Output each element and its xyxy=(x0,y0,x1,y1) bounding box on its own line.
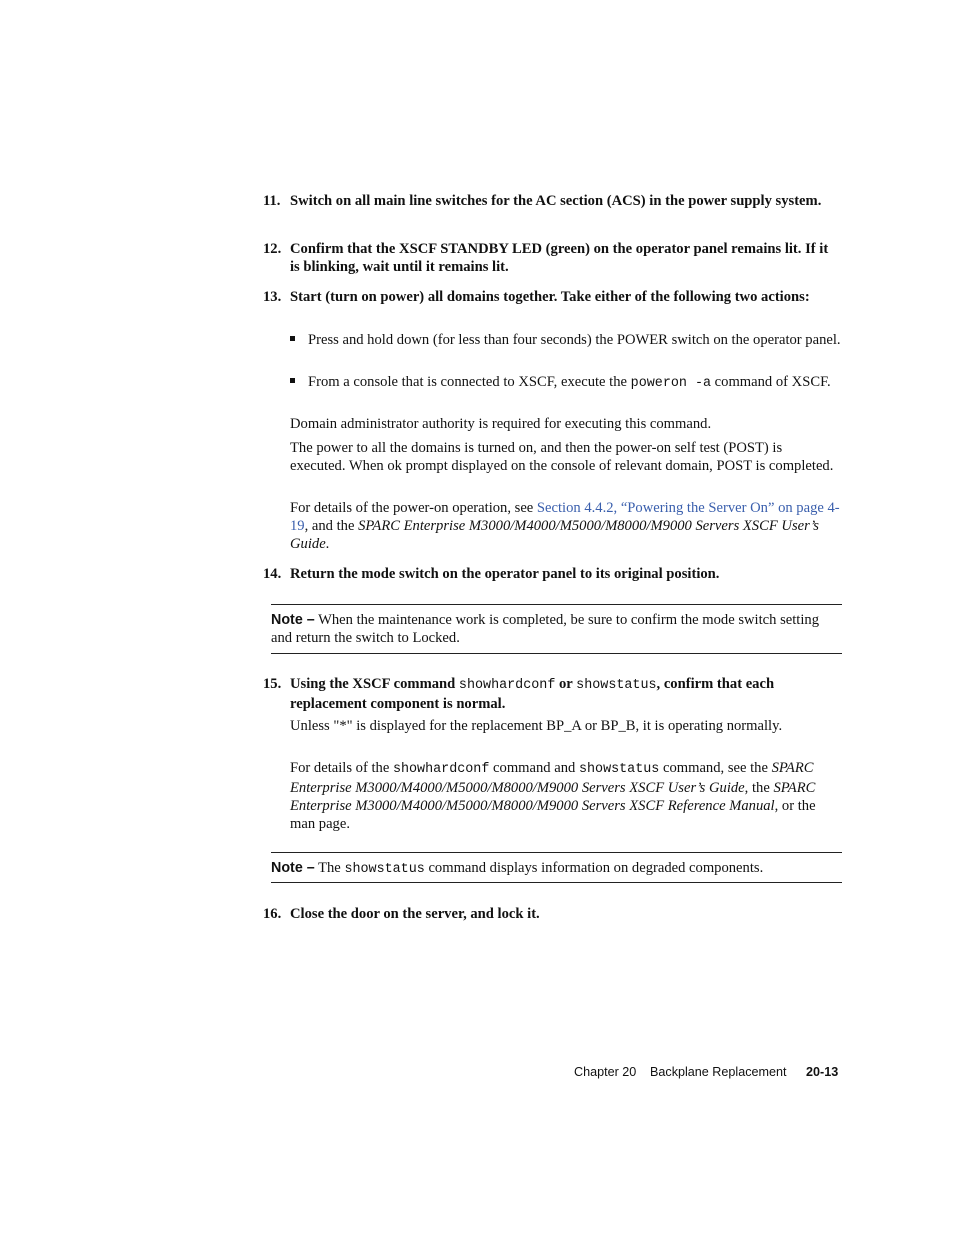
inline-code: showhardconf xyxy=(458,678,556,693)
book-title: SPARC Enterprise M3000/M4000/M5000/M8000/M9000 Servers XSCF User’s Guide xyxy=(290,518,819,552)
bullet-text: From a console that is connected to XSCF, execute the poweron -a command of XSCF. xyxy=(308,374,831,391)
step-15 xyxy=(263,675,841,713)
step-text: Confirm that the XSCF STANDBY LED (green) on the operator panel remains lit. If it is blinking, wait until it remains lit. xyxy=(290,241,829,275)
note-box xyxy=(271,611,842,647)
step-number: 13. xyxy=(263,289,282,305)
paragraph: Domain administrator authority is required for executing this command. xyxy=(290,416,712,432)
bullet-item xyxy=(290,373,841,393)
inline-code: showhardconf xyxy=(392,762,490,777)
note-box: Note – The showstatus command displays information on degraded components. xyxy=(271,860,764,877)
step-16 xyxy=(263,905,841,923)
bullet-marker xyxy=(290,336,295,341)
inline-code: showstatus xyxy=(578,762,660,777)
step-14 xyxy=(263,565,841,583)
note-rule-bottom xyxy=(271,882,842,883)
book-title: SPARC Enterprise M3000/M4000/M5000/M8000/M9000 Servers XSCF Reference Manual xyxy=(290,780,816,814)
step-12 xyxy=(263,240,841,276)
paragraph: Unless "*" is displayed for the replacement BP_A or BP_B, it is operating normally. xyxy=(290,718,783,734)
step-text: Close the door on the server, and lock it. xyxy=(290,906,540,922)
step-13 xyxy=(263,288,841,306)
step-11 xyxy=(263,192,841,210)
inline-code: showstatus xyxy=(576,678,657,693)
bullet-marker xyxy=(290,378,295,383)
inline-code: poweron -a xyxy=(630,376,712,391)
note-rule-top xyxy=(271,604,842,605)
note-text: When the maintenance work is completed, be sure to confirm the mode switch setting and return the switch to Locked. xyxy=(271,612,819,646)
note-rule-bottom xyxy=(271,653,842,654)
note-rule-top xyxy=(271,852,842,853)
book-title: SPARC Enterprise M3000/M4000/M5000/M8000/M9000 Servers XSCF User’s Guide xyxy=(290,760,814,796)
bullet-item xyxy=(290,331,841,349)
step-number: 11. xyxy=(263,193,281,209)
paragraph: The power to all the domains is turned on, and then the power-on self test (POST) is executed. When ok prompt displayed on the console of relevant domain, POST is completed. xyxy=(290,440,834,474)
step-number: 12. xyxy=(263,241,282,257)
bullet-text: Press and hold down (for less than four seconds) the POWER switch on the operator panel. xyxy=(308,332,841,348)
inline-code: showstatus xyxy=(344,862,425,877)
paragraph: For details of the power-on operation, see Section 4.4.2, “Powering the Server On” on page 4-19, and the SPARC Enterprise M3000/M4000/M5000/M8000/M9000 Servers XSCF User’s Guide. xyxy=(290,500,840,552)
paragraph: For details of the showhardconf command and showstatus command, see the SPARC Enterprise M3000/M4000/M5000/M8000/M9000 Servers XSCF User’s Guide, the SPARC Enterprise M3000/M4000/M5000/M8000/M9000 Servers XSCF Reference Manual, or the man page. xyxy=(290,760,816,832)
note-label: Note – xyxy=(271,612,315,628)
step-text: Using the XSCF command showhardconf or showstatus, confirm that each replacement component is normal. xyxy=(290,676,775,712)
step-text: Start (turn on power) all domains together. Take either of the following two actions: xyxy=(290,289,810,305)
cross-reference-link[interactable]: Section 4.4.2, “Powering the Server On” on page 4-19 xyxy=(290,500,840,534)
step-number: 14. xyxy=(263,566,282,582)
step-text: Return the mode switch on the operator panel to its original position. xyxy=(290,566,720,582)
step-number: 15. xyxy=(263,676,282,692)
footer-title: Backplane Replacement xyxy=(650,1065,787,1079)
page-number: 20-13 xyxy=(806,1065,839,1079)
step-text: Switch on all main line switches for the AC section (ACS) in the power supply system. xyxy=(290,193,822,209)
step-number: 16. xyxy=(263,906,282,922)
note-label: Note – xyxy=(271,860,315,876)
footer-chapter: Chapter 20 xyxy=(574,1065,637,1079)
